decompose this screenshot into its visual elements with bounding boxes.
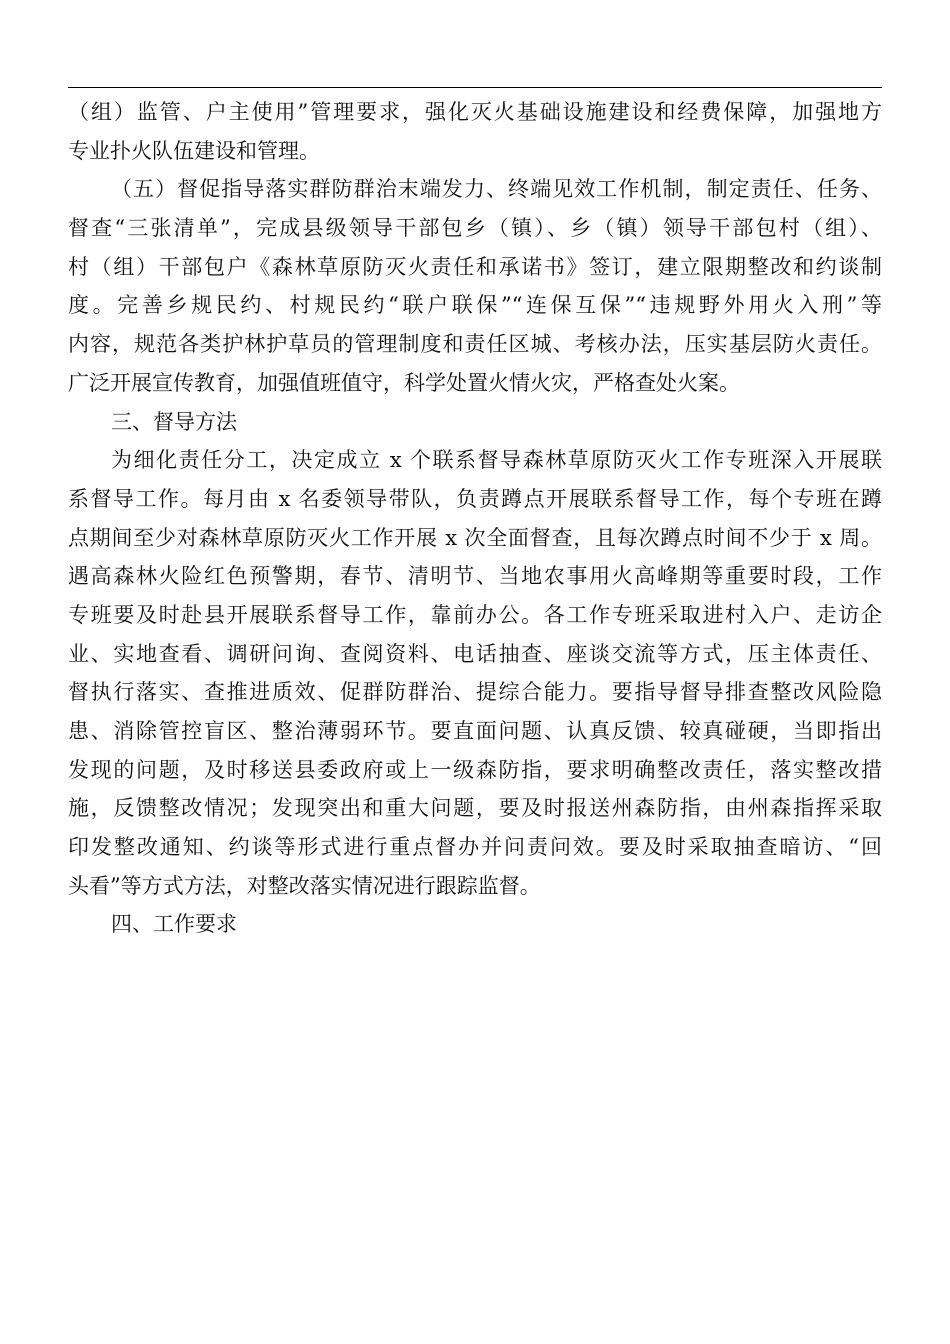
section-heading: 三、督导方法	[111, 409, 237, 434]
body-line: 村（组）干部包户《森林草原防灭火责任和承诺书》签订，建立限期整改和约谈制	[68, 254, 882, 279]
body-line: 为细化责任分工，决定成立 x 个联系督导森林草原防灭火工作专班深入开展联	[111, 448, 882, 473]
body-line: 患、消除管控盲区、整治薄弱环节。要直面问题、认真反馈、较真碰硬，当即指出	[68, 719, 882, 743]
document-body	[68, 93, 882, 944]
body-line: 专班要及时赴县开展联系督导工作，靠前办公。各工作专班采取进村入户、走访企	[68, 602, 882, 627]
body-line: 印发整改通知、约谈等形式进行重点督办并问责问效。要及时采取抽查暗访、“回	[68, 835, 882, 860]
body-line: 广泛开展宣传教育，加强值班值守，科学处置火情火灾，严格查处火案。	[68, 370, 740, 395]
body-line: 点期间至少对森林草原防灭火工作开展 x 次全面督查，且每次蹲点时间不少于 x 周。	[68, 525, 882, 550]
body-line: 头看”等方式方法，对整改落实情况进行跟踪监督。	[68, 873, 541, 898]
body-line: 督查“三张清单”，完成县级领导干部包乡（镇）、乡（镇）领导干部包村（组）、	[68, 216, 882, 241]
body-line: 内容，规范各类护林护草员的管理制度和责任区城、考核办法，压实基层防火责任。	[68, 332, 882, 357]
body-line: 督执行落实、查推进质效、促群防群治、提综合能力。要指导督导排查整改风险隐	[68, 680, 882, 705]
section-heading: 四、工作要求	[111, 912, 237, 937]
body-line: （组）监管、户主使用”管理要求，强化灭火基础设施建设和经费保障，加强地方	[68, 100, 882, 124]
header-rule	[68, 87, 882, 88]
body-line: 施，反馈整改情况；发现突出和重大问题，要及时报送州森防指，由州森指挥采取	[68, 796, 882, 821]
body-line: 度。完善乡规民约、村规民约“联户联保”“连保互保”“违规野外用火入刑”等	[68, 293, 882, 318]
body-line: （五）督促指导落实群防群治末端发力、终端见效工作机制，制定责任、任务、	[111, 177, 882, 202]
body-line: 专业扑火队伍建设和管理。	[68, 138, 320, 163]
body-line: 遇高森林火险红色预警期，春节、清明节、当地农事用火高峰期等重要时段，工作	[68, 564, 882, 589]
body-line: 业、实地查看、调研问询、查阅资料、电话抽查、座谈交流等方式，压主体责任、	[68, 641, 882, 666]
body-line: 发现的问题，及时移送县委政府或上一级森防指，要求明确整改责任，落实整改措	[68, 757, 882, 782]
body-line: 系督导工作。每月由 x 名委领导带队，负责蹲点开展联系督导工作，每个专班在蹲	[68, 486, 882, 511]
